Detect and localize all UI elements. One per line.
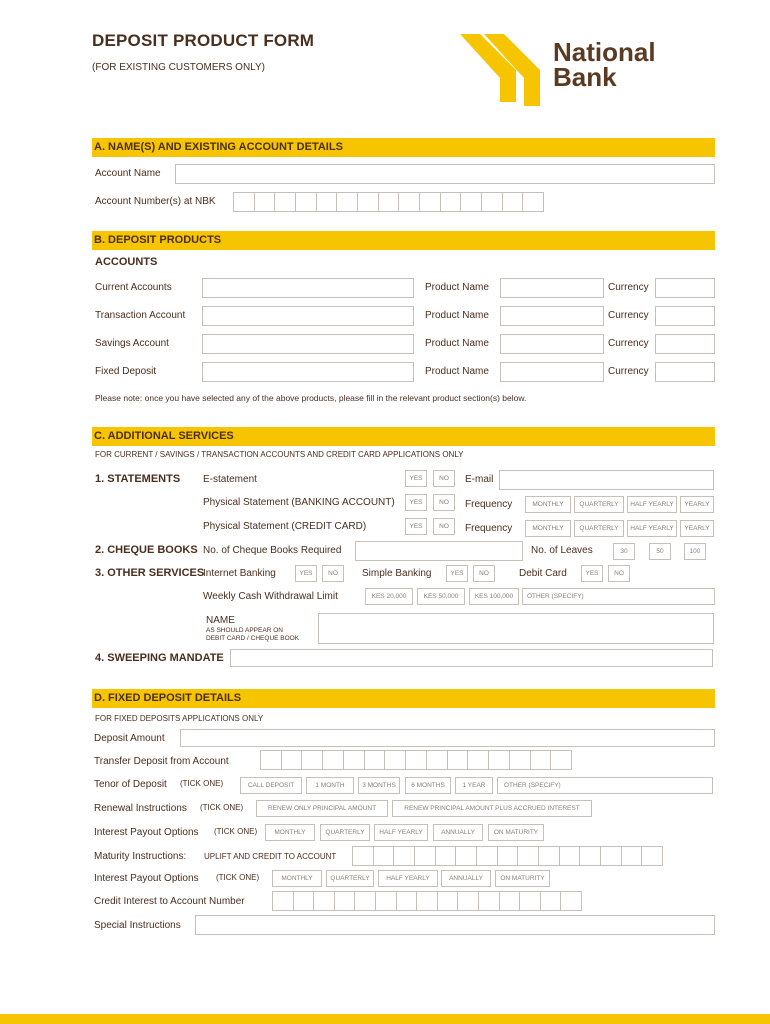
- current-account-input[interactable]: [202, 278, 414, 298]
- phys-credit-label: Physical Statement (CREDIT CARD): [203, 521, 367, 532]
- internet-yes[interactable]: YES: [295, 565, 317, 582]
- simple-banking-label: Simple Banking: [362, 568, 432, 579]
- email-label: E-mail: [465, 474, 494, 485]
- currency-input[interactable]: [655, 362, 715, 382]
- internet-no[interactable]: NO: [322, 565, 344, 582]
- no-cheque-label: No. of Cheque Books Required: [203, 545, 342, 556]
- statements-heading: 1. STATEMENTS: [95, 473, 181, 485]
- currency-input[interactable]: [655, 306, 715, 326]
- phys-banking-no[interactable]: NO: [433, 494, 455, 511]
- freq-half-yearly[interactable]: HALF YEARLY: [627, 520, 677, 537]
- logo-text: [553, 37, 656, 92]
- estatement-yes[interactable]: YES: [405, 470, 427, 487]
- email-input[interactable]: [499, 470, 714, 490]
- frequency-label: Frequency: [465, 523, 513, 534]
- phys-credit-yes[interactable]: YES: [405, 518, 427, 535]
- logo-line1: National: [553, 37, 656, 67]
- frequency-label: Frequency: [465, 499, 513, 510]
- limit-other[interactable]: OTHER (SPECIFY): [522, 588, 715, 605]
- product-name-input[interactable]: [500, 362, 604, 382]
- account-name-input[interactable]: [175, 164, 715, 184]
- no-leaves-label: No. of Leaves: [531, 545, 593, 556]
- limit-50000[interactable]: KES 50,000: [417, 588, 465, 605]
- credit-interest-label: Credit Interest to Account Number: [94, 896, 245, 907]
- leaves-50[interactable]: 50: [649, 543, 671, 560]
- section-d-sub: FOR FIXED DEPOSITS APPLICATIONS ONLY: [95, 714, 264, 723]
- limit-100000[interactable]: KES 100,000: [469, 588, 519, 605]
- estatement-no[interactable]: NO: [433, 470, 455, 487]
- payout-quarterly[interactable]: QUARTERLY: [320, 824, 370, 841]
- product-name-label: Product Name: [425, 310, 489, 321]
- payout2-half-yearly[interactable]: HALF YEARLY: [378, 870, 438, 887]
- special-instructions-input[interactable]: [195, 915, 715, 935]
- tenor-call[interactable]: CALL DEPOSIT: [240, 777, 302, 794]
- row-label-savings: Savings Account: [95, 338, 169, 349]
- cheque-books-heading: 2. CHEQUE BOOKS: [95, 544, 198, 556]
- limit-20000[interactable]: KES 20,000: [365, 588, 413, 605]
- tenor-label: Tenor of Deposit: [94, 779, 167, 790]
- payout2-quarterly[interactable]: QUARTERLY: [326, 870, 374, 887]
- weekly-limit-label: Weekly Cash Withdrawal Limit: [203, 591, 338, 602]
- special-instructions-label: Special Instructions: [94, 920, 181, 931]
- other-services-heading: 3. OTHER SERVICES: [95, 567, 205, 579]
- currency-label: Currency: [608, 282, 649, 293]
- maturity-sub: UPLIFT AND CREDIT TO ACCOUNT: [204, 852, 337, 861]
- transaction-account-input[interactable]: [202, 306, 414, 326]
- section-d-header: D. FIXED DEPOSIT DETAILS: [92, 689, 715, 708]
- phys-banking-label: Physical Statement (BANKING ACCOUNT): [203, 497, 395, 508]
- row-label-current: Current Accounts: [95, 282, 172, 293]
- payout-annually[interactable]: ANNUALLY: [433, 824, 483, 841]
- renewal-principal[interactable]: RENEW ONLY PRINCIPAL AMOUNT: [256, 800, 388, 817]
- simple-no[interactable]: NO: [473, 565, 495, 582]
- freq-yearly[interactable]: YEARLY: [680, 496, 714, 513]
- tenor-other[interactable]: OTHER (SPECIFY): [497, 777, 713, 794]
- debit-yes[interactable]: YES: [581, 565, 603, 582]
- product-name-label: Product Name: [425, 282, 489, 293]
- payout-monthly[interactable]: MONTHLY: [265, 824, 315, 841]
- name-label: NAME: [206, 615, 235, 626]
- section-a-header: A. NAME(S) AND EXISTING ACCOUNT DETAILS: [92, 138, 715, 157]
- internet-banking-label: Internet Banking: [203, 568, 276, 579]
- section-b-header: B. DEPOSIT PRODUCTS: [92, 231, 715, 250]
- payout-label-2: Interest Payout Options: [94, 873, 199, 884]
- phys-banking-yes[interactable]: YES: [405, 494, 427, 511]
- account-name-label: Account Name: [95, 168, 161, 179]
- estatement-label: E-statement: [203, 474, 257, 485]
- maturity-account-input[interactable]: [352, 846, 663, 866]
- tenor-tick: (TICK ONE): [180, 779, 224, 788]
- simple-yes[interactable]: YES: [446, 565, 468, 582]
- payout2-monthly[interactable]: MONTHLY: [272, 870, 322, 887]
- fixed-deposit-input[interactable]: [202, 362, 414, 382]
- product-name-label: Product Name: [425, 366, 489, 377]
- account-number-label: Account Number(s) at NBK: [95, 196, 216, 207]
- freq-monthly[interactable]: MONTHLY: [525, 496, 571, 513]
- product-name-input[interactable]: [500, 334, 604, 354]
- account-number-input[interactable]: [233, 192, 544, 212]
- name-note-1: AS SHOULD APPEAR ON: [206, 627, 283, 634]
- maturity-label: Maturity Instructions:: [94, 851, 187, 862]
- currency-label: Currency: [608, 338, 649, 349]
- product-name-input[interactable]: [500, 278, 604, 298]
- no-cheque-input[interactable]: [355, 541, 523, 561]
- payout-on-maturity[interactable]: ON MATURITY: [488, 824, 544, 841]
- transfer-label: Transfer Deposit from Account: [94, 756, 229, 767]
- section-c-sub: FOR CURRENT / SAVINGS / TRANSACTION ACCOUNTS AND CREDIT CARD APPLICATIONS ONLY: [95, 450, 464, 459]
- phys-credit-no[interactable]: NO: [433, 518, 455, 535]
- tenor-1-year[interactable]: 1 YEAR: [455, 777, 493, 794]
- form-subtitle: (FOR EXISTING CUSTOMERS ONLY): [92, 62, 265, 73]
- name-note-2: DEBIT CARD / CHEQUE BOOK: [206, 635, 300, 642]
- row-label-fixed: Fixed Deposit: [95, 366, 157, 377]
- form-title: DEPOSIT PRODUCT FORM: [92, 31, 315, 50]
- currency-input[interactable]: [655, 334, 715, 354]
- tenor-6-months[interactable]: 6 MONTHS: [405, 777, 451, 794]
- deposit-amount-input[interactable]: [180, 729, 715, 747]
- name-input[interactable]: [318, 613, 714, 644]
- transfer-account-input[interactable]: [260, 750, 572, 770]
- national-bank-logo-icon: [460, 30, 540, 106]
- footer-bar: [0, 1014, 770, 1024]
- savings-account-input[interactable]: [202, 334, 414, 354]
- row-label-transaction: Transaction Account: [95, 310, 186, 321]
- currency-label: Currency: [608, 310, 649, 321]
- freq-monthly[interactable]: MONTHLY: [525, 520, 571, 537]
- product-name-input[interactable]: [500, 306, 604, 326]
- tenor-1-month[interactable]: 1 MONTH: [306, 777, 354, 794]
- products-note: Please note: once you have selected any of the above products, please fill in the relevant product section(s) below.: [95, 393, 527, 403]
- renewal-principal-interest[interactable]: RENEW PRINCIPAL AMOUNT PLUS ACCRUED INTEREST: [392, 800, 592, 817]
- leaves-100[interactable]: 100: [684, 543, 706, 560]
- credit-interest-account-input[interactable]: [272, 891, 582, 911]
- renewal-tick: (TICK ONE): [200, 803, 244, 812]
- freq-quarterly[interactable]: QUARTERLY: [574, 520, 624, 537]
- renewal-label: Renewal Instructions: [94, 803, 187, 814]
- leaves-30[interactable]: 30: [613, 543, 635, 560]
- sweeping-input[interactable]: [230, 649, 713, 667]
- payout2-on-maturity[interactable]: ON MATURITY: [495, 870, 550, 887]
- payout-tick-2: (TICK ONE): [216, 873, 260, 882]
- product-name-label: Product Name: [425, 338, 489, 349]
- payout-tick: (TICK ONE): [214, 827, 258, 836]
- debit-card-label: Debit Card: [519, 568, 567, 579]
- tenor-3-months[interactable]: 3 MONTHS: [358, 777, 400, 794]
- freq-half-yearly[interactable]: HALF YEARLY: [627, 496, 677, 513]
- deposit-amount-label: Deposit Amount: [94, 733, 165, 744]
- payout-label: Interest Payout Options: [94, 827, 199, 838]
- logo-line2: Bank: [553, 62, 617, 92]
- payout2-annually[interactable]: ANNUALLY: [441, 870, 491, 887]
- section-c-header: C. ADDITIONAL SERVICES: [92, 427, 715, 446]
- freq-quarterly[interactable]: QUARTERLY: [574, 496, 624, 513]
- accounts-heading: ACCOUNTS: [95, 256, 158, 268]
- freq-yearly[interactable]: YEARLY: [680, 520, 714, 537]
- debit-no[interactable]: NO: [608, 565, 630, 582]
- sweeping-heading: 4. SWEEPING MANDATE: [95, 652, 224, 664]
- currency-input[interactable]: [655, 278, 715, 298]
- currency-label: Currency: [608, 366, 649, 377]
- payout-half-yearly[interactable]: HALF YEARLY: [374, 824, 428, 841]
